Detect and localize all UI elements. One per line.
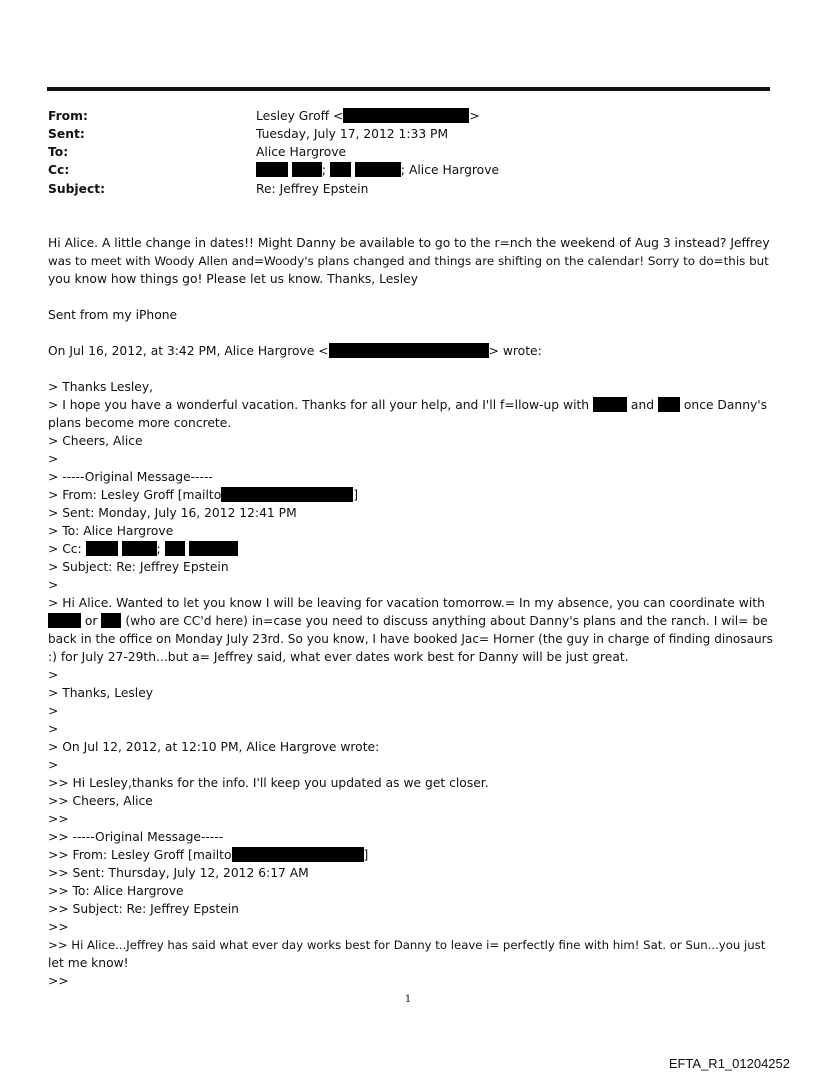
- redaction-box: [256, 162, 288, 177]
- body-line: Hi Alice. A little change in dates!! Might Danny be available to go to the r=nch the weekend of Aug 3 instead? Jeffrey: [48, 236, 770, 250]
- quote-line: :) for July 27-29th...but a= Jeffrey said, what ever dates work best for Danny will be just great.: [48, 650, 629, 664]
- quote-line: > Thanks, Lesley: [48, 686, 154, 700]
- quote-line: [48, 612, 776, 630]
- quote-line: let me know!: [48, 956, 129, 970]
- from-row: [48, 107, 770, 125]
- quote-line: >> To: Alice Hargrove: [48, 884, 184, 898]
- to-value: Alice Hargrove: [256, 145, 347, 159]
- sent-row: [48, 125, 770, 143]
- redaction-box: [329, 343, 489, 358]
- quote-line: [48, 486, 776, 504]
- quote-line: plans become more concrete.: [48, 416, 232, 430]
- quote-line: >: [48, 668, 59, 682]
- redaction-box: [292, 162, 322, 177]
- redaction-box: [48, 613, 81, 628]
- quote-line: >> Sent: Thursday, July 12, 2012 6:17 AM: [48, 866, 309, 880]
- subject-value: Re: Jeffrey Epstein: [256, 182, 369, 196]
- quote-line: >: [48, 452, 59, 466]
- on-wrote-line: [48, 342, 776, 360]
- quote-line: > Thanks Lesley,: [48, 380, 154, 394]
- quote-text: > From: Lesley Groff [mailto: [48, 488, 222, 502]
- quote-line: > On Jul 12, 2012, at 12:10 PM, Alice Hargrove wrote:: [48, 740, 380, 754]
- on-wrote-suffix: > wrote:: [488, 344, 542, 358]
- quote-line: > -----Original Message-----: [48, 470, 213, 484]
- quote-line: back in the office on Monday July 23rd. So you know, I have booked Jac= Horner (the guy in charge of finding dinosaurs: [48, 632, 773, 646]
- quote-line: >>: [48, 974, 69, 988]
- body-line: was to meet with Woody Allen and=Woody's plans changed and things are shifting on the calendar! Sorry to do=this but: [48, 254, 769, 268]
- from-name: Lesley Groff <: [256, 109, 344, 123]
- cc-tail: ; Alice Hargrove: [400, 163, 500, 177]
- quote-text: > Cc:: [48, 542, 86, 556]
- sent-value: Tuesday, July 17, 2012 1:33 PM: [256, 127, 449, 141]
- redaction-box: [86, 541, 118, 556]
- subject-label: Subject:: [48, 182, 106, 196]
- quote-text: >> From: Lesley Groff [mailto: [48, 848, 232, 862]
- quote-line: > Sent: Monday, July 16, 2012 12:41 PM: [48, 506, 297, 520]
- quote-line: > Subject: Re: Jeffrey Epstein: [48, 560, 229, 574]
- redaction-box: [101, 613, 121, 628]
- from-label: From:: [48, 109, 88, 123]
- redaction-box: [221, 487, 353, 502]
- quote-text: or: [81, 614, 102, 628]
- quote-line: >> Cheers, Alice: [48, 794, 153, 808]
- to-label: To:: [48, 145, 69, 159]
- quote-text: once Danny's: [679, 398, 768, 412]
- quote-line: >: [48, 704, 59, 718]
- sent-label: Sent:: [48, 127, 85, 141]
- header-rule: [47, 87, 770, 91]
- quote-line: [48, 846, 776, 864]
- redaction-box: [355, 162, 401, 177]
- redaction-box: [165, 541, 185, 556]
- sent-from-line: Sent from my iPhone: [48, 308, 178, 322]
- cc-separator: ;: [321, 163, 327, 177]
- cc-label: Cc:: [48, 163, 70, 177]
- on-wrote-prefix: On Jul 16, 2012, at 3:42 PM, Alice Hargrove <: [48, 344, 329, 358]
- quote-text: (who are CC'd here) in=case you need to discuss anything about Danny's plans and the ranch. I wil= be: [121, 614, 768, 628]
- to-row: [48, 143, 770, 161]
- quote-line: >: [48, 722, 59, 736]
- quote-line: [48, 540, 776, 558]
- subject-row: [48, 180, 770, 198]
- quote-line: [48, 396, 776, 414]
- redaction-box: [343, 108, 469, 123]
- redaction-box: [189, 541, 238, 556]
- redaction-box: [330, 162, 351, 177]
- page-number: 1: [404, 994, 412, 1005]
- cc-row: [48, 161, 770, 179]
- quote-line: > Cheers, Alice: [48, 434, 143, 448]
- quote-text: ;: [156, 542, 161, 556]
- from-close: >: [469, 109, 480, 123]
- redaction-box: [232, 847, 364, 862]
- quote-line: >> Hi Alice...Jeffrey has said what ever day works best for Danny to leave i= perfectly fine with him! Sat. or Sun...you just: [48, 938, 766, 952]
- redaction-box: [122, 541, 157, 556]
- quote-text: ]: [363, 848, 369, 862]
- quote-text: ]: [353, 488, 359, 502]
- quote-text: and: [627, 398, 658, 412]
- quote-text: > I hope you have a wonderful vacation. Thanks for all your help, and I'll f=llow-up with: [48, 398, 594, 412]
- redaction-box: [658, 397, 680, 412]
- quote-line: > To: Alice Hargrove: [48, 524, 174, 538]
- quote-line: >> Hi Lesley,thanks for the info. I'll keep you updated as we get closer.: [48, 776, 489, 790]
- quote-line: >>: [48, 920, 69, 934]
- message-body: [48, 234, 776, 990]
- quote-line: >>: [48, 812, 69, 826]
- quote-line: >> Subject: Re: Jeffrey Epstein: [48, 902, 239, 916]
- footer-id: EFTA_R1_01204252: [668, 1056, 790, 1071]
- redaction-box: [593, 397, 627, 412]
- quote-line: >: [48, 578, 59, 592]
- quote-line: > Hi Alice. Wanted to let you know I will be leaving for vacation tomorrow.= In my absence, you can coordinate with: [48, 596, 765, 610]
- quote-line: >: [48, 758, 59, 772]
- quote-line: >> -----Original Message-----: [48, 830, 224, 844]
- body-line: you know how things go! Please let us know. Thanks, Lesley: [48, 272, 418, 286]
- from-value: [256, 107, 480, 125]
- cc-value: [256, 161, 499, 179]
